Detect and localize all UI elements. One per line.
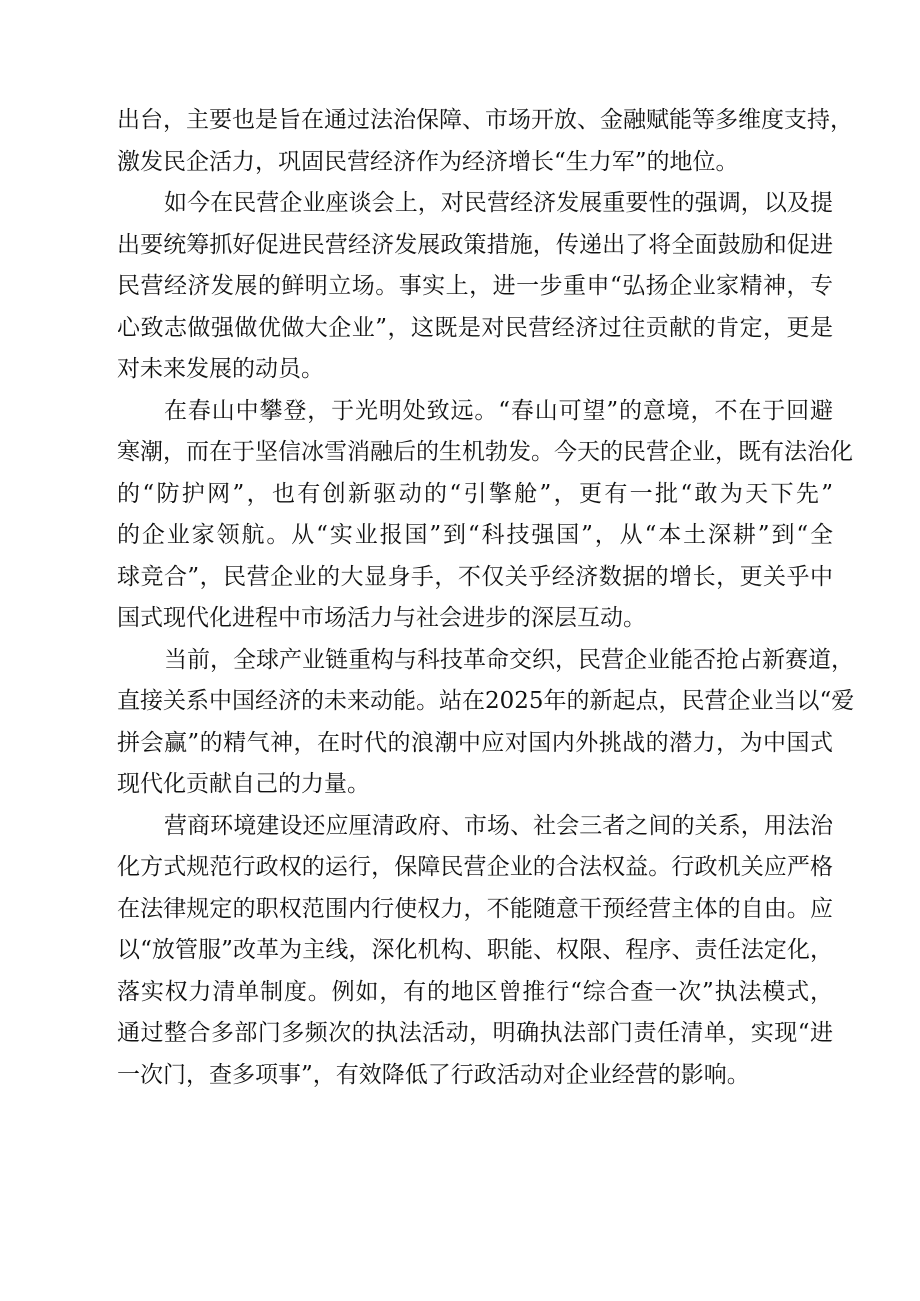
text-line: 出台，主要也是旨在通过法治保障、市场开放、金融赋能等多维度支持， [117,107,853,133]
text-line: 国式现代化进程中市场活力与社会进步的深层互动。 [117,605,646,631]
text-line: 现代化贡献自己的力量。 [117,771,370,797]
paragraph-5 [117,806,833,1097]
text-line: 心致志做强做优做大企业”，这既是对民营经济过往贡献的肯定，更是 [117,314,833,341]
text-line: 出要统筹抓好促进民营经济发展政策措施，传递出了将全面鼓励和促进 [117,231,833,258]
text-line: 拼会赢”的精气神，在时代的浪潮中应对国内外挑战的潜力，为中国式 [117,729,833,756]
text-line: 营商环境建设还应厘清政府、市场、社会三者之间的关系，用法治 [164,812,833,839]
document-body [117,100,855,1096]
text-line: 对未来发展的动员。 [117,356,324,382]
text-line: 以“放管服”改革为主线，深化机构、职能、权限、程序、责任法定化， [117,937,833,963]
paragraph-1 [117,100,853,183]
text-line: 通过整合多部门多频次的执法活动，明确执法部门责任清单，实现“进 [117,1020,833,1046]
paragraph-2 [117,183,833,391]
text-line: 当前，全球产业链重构与科技革命交织，民营企业能否抢占新赛道， [164,646,854,673]
text-line: 直接关系中国经济的未来动能。站在2025年的新起点，民营企业当以“爱 [117,688,855,714]
text-line: 如今在民营企业座谈会上，对民营经济发展重要性的强调，以及提 [164,190,833,216]
text-line: 民营经济发展的鲜明立场。事实上，进一步重申“弘扬企业家精神，专 [117,273,833,299]
text-line: 的企业家领航。从“实业报国”到“科技强国”，从“本土深耕”到“全 [117,522,833,548]
text-line: 激发民企活力，巩固民营经济作为经济增长“生力军”的地位。 [117,148,739,175]
paragraph-3 [117,391,853,640]
text-line: 一次门，查多项事”，有效降低了行政活动对企业经营的影响。 [117,1061,750,1088]
text-line: 在春山中攀登，于光明处致远。“春山可望”的意境，不在于回避 [164,397,833,424]
text-line: 球竞合”，民营企业的大显身手，不仅关乎经济数据的增长，更关乎中 [117,563,833,590]
text-line: 寒潮，而在于坚信冰雪消融后的生机勃发。今天的民营企业，既有法治化 [117,439,853,465]
text-line: 落实权力清单制度。例如，有的地区曾推行“综合查一次”执法模式， [117,978,833,1005]
text-line: 的“防护网”，也有创新驱动的“引擎舱”，更有一批“敢为天下先” [117,480,833,507]
text-line: 化方式规范行政权的运行，保障民营企业的合法权益。行政机关应严格 [117,854,833,880]
paragraph-4 [117,640,855,806]
text-line: 在法律规定的职权范围内行使权力，不能随意干预经营主体的自由。应 [117,895,833,922]
